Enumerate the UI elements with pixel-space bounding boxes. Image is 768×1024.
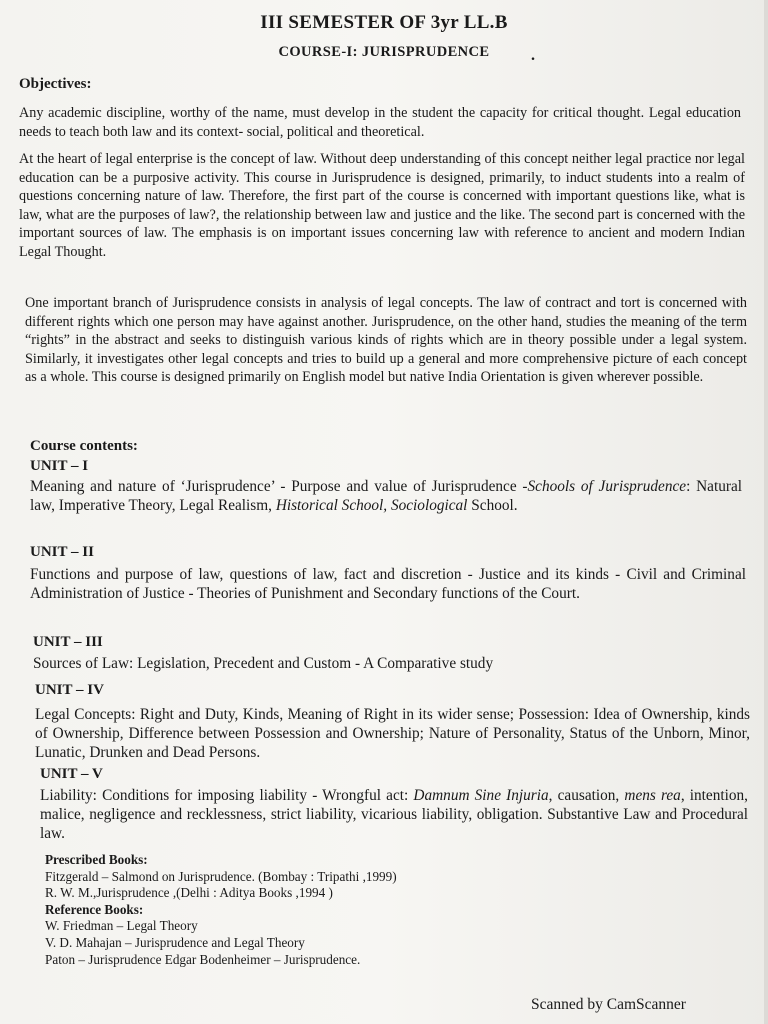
- camscanner-watermark: Scanned by CamScanner: [531, 996, 686, 1013]
- reference-books-heading: Reference Books:: [45, 901, 144, 917]
- unit-4-title: UNIT – IV: [35, 682, 104, 698]
- unit-3-text: Sources of Law: Legislation, Precedent and Custom - A Comparative study: [33, 655, 494, 672]
- course-contents-heading: Course contents:: [30, 438, 138, 454]
- unit-3-title: UNIT – III: [33, 634, 103, 650]
- books-section: [45, 852, 645, 968]
- unit-2-title: UNIT – II: [30, 544, 94, 560]
- objectives-heading: Objectives:: [19, 76, 92, 92]
- unit-1-text: Meaning and nature of ‘Jurisprudence’ - Purpose and value of Jurisprudence -Schools of Jurisprudence: Natural law, Imperative Theory, Legal Realism, Historical School, Sociological School.: [30, 478, 742, 514]
- unit-1-title: UNIT – I: [30, 458, 89, 474]
- prescribed-book-1: Fitzgerald – Salmond on Jurisprudence. (Bombay : Tripathi ,1999): [45, 868, 397, 884]
- reference-book-2: V. D. Mahajan – Jurisprudence and Legal Theory: [45, 934, 305, 950]
- prescribed-books-heading: Prescribed Books:: [45, 852, 148, 867]
- prescribed-book-2: R. W. M.,Jurisprudence ,(Delhi : Aditya Books ,1994 ): [45, 885, 333, 901]
- unit-4-text: Legal Concepts: Right and Duty, Kinds, Meaning of Right in its wider sense; Possession: Idea of Ownership, kinds of Ownership, Difference between Possession and Ownership; Nature of Personality, Status of the Unborn, Minor, Lunatic, Drunken and Dead Persons.: [35, 706, 750, 761]
- unit-5-text: Liability: Conditions for imposing liability - Wrongful act: Damnum Sine Injuria, causation, mens rea, intention, malice, negligence and recklessness, strict liability, vicarious liability, obligation. Substantive Law and Procedural law.: [40, 787, 748, 842]
- objectives-paragraph-1: Any academic discipline, worthy of the name, must develop in the student the capacity for critical thought. Legal education needs to teach both law and its context- social, political and theoretical.: [19, 105, 741, 140]
- page-edge-shadow: [764, 0, 768, 1024]
- stray-mark: .: [531, 47, 535, 64]
- objectives-paragraph-2: At the heart of legal enterprise is the concept of law. Without deep understanding of this concept neither legal practice nor legal education can be a purposive activity. This course in Jurisprudence is designed, primarily, to induct students into a realm of questions concerning nature of law. Therefore, the first part of the course is concerned with important questions like, what is law, what are the purposes of law?, the relationship between law and justice and the like. The second part is concerned with the important sources of law. The emphasis is on important issues concerning law with reference to ancient and modern Indian Legal Thought.: [19, 151, 745, 260]
- page-title: III SEMESTER OF 3yr LL.B: [260, 12, 508, 33]
- unit-2-text: Functions and purpose of law, questions of law, fact and discretion - Justice and its kinds - Civil and Criminal Administration of Justice - Theories of Punishment and Secondary functions of the Court.: [30, 566, 746, 602]
- course-title: COURSE-I: JURISPRUDENCE: [278, 44, 490, 60]
- objectives-paragraph-3: One important branch of Jurisprudence consists in analysis of legal concepts. The law of contract and tort is concerned with different rights which one person may have against another. Jurisprudence, on the other hand, studies the meaning of the term “rights” in the abstract and seeks to distinguish various kinds of rights which are in theory possible under a legal system. Similarly, it investigates other legal concepts and tries to build up a general and more comprehensive picture of each concept as a whole. This course is designed primarily on English model but native India Orientation is given wherever possible.: [25, 295, 747, 385]
- unit-5-title: UNIT – V: [40, 766, 103, 782]
- reference-book-1: W. Friedman – Legal Theory: [45, 918, 198, 934]
- reference-book-3: Paton – Jurisprudence Edgar Bodenheimer – Jurisprudence.: [45, 951, 361, 967]
